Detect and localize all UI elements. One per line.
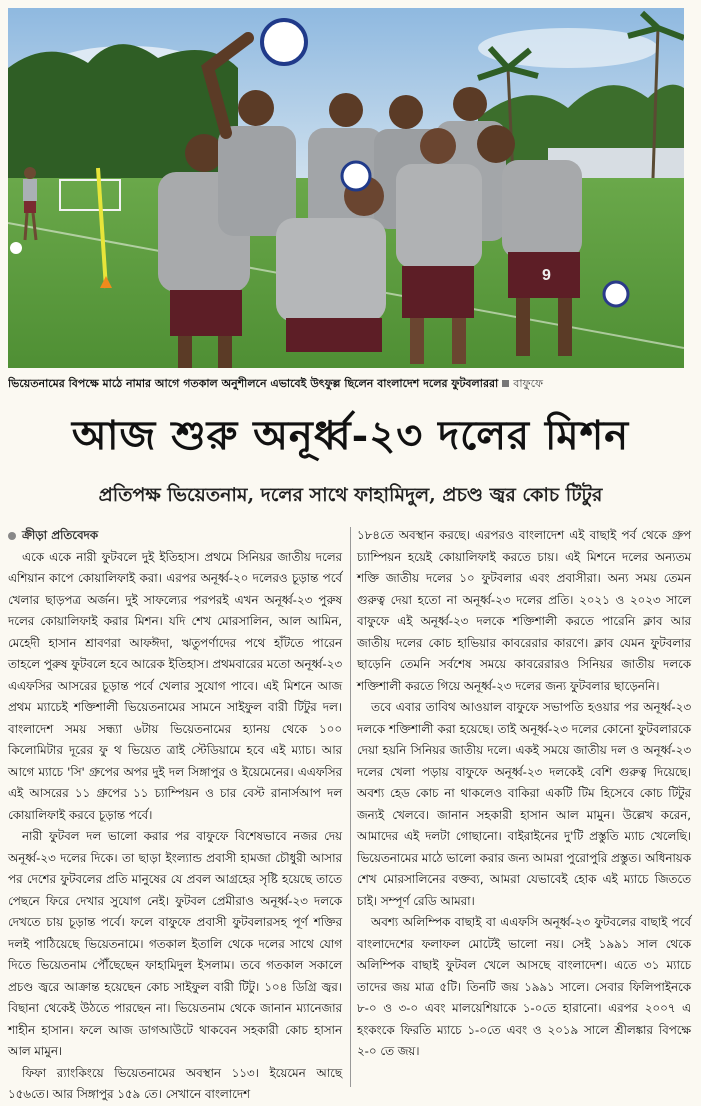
paragraph: ফিফা র‍্যাংকিংয়ে ভিয়েতনামের অবস্থান ১১৩। ইয়েমেন আছে ১৫৬তে। আর সিঙ্গাপুর ১৫৯ তে। সেখানে বাংলাদেশ	[8, 1065, 342, 1101]
photo-credit: বাফুফে	[513, 377, 544, 390]
caption-text: ভিয়েতনামের বিপক্ষে মাঠে নামার আগে গতকাল অনুশীলনে এভাবেই উৎফুল্ল ছিলেন বাংলাদেশ দলের ফুটবলাররা	[8, 377, 499, 390]
team-practice-photo	[8, 8, 684, 368]
byline	[8, 525, 342, 547]
article-right-column	[357, 525, 691, 1063]
byline-text: ক্রীড়া প্রতিবেদক	[22, 528, 98, 542]
subheadline: প্রতিপক্ষ ভিয়েতনাম, দলের সাথে ফাহামিদুল, প্রচণ্ড জ্বর কোচ টিটুর	[98, 484, 603, 506]
separator-square	[502, 380, 509, 387]
paragraph: তবে এবার তাবিথ আওয়াল বাফুফে সভাপতি হওয়ার পর অনূর্ধ্ব-২৩ দলকে শক্তিশালী করা হয়েছে। তাই অনূর্ধ্ব-২৩ দলের কোনো ফুটবলারকে দেয়া হয়নি সিনিয়র জাতীয় দলে। একই সময়ে জাতীয় দল ও অনূর্ধ্ব-২৩ দলের খেলা পড়ায় বাফুফে অনূর্ধ্ব-২৩ দলকেই বেশি গুরুত্ব দিয়েছে। অবশ্য হেড কোচ না থাকলেও বাকিরা একটি টিম হিসেবে কোচ টিটুর জন্যই খেলবে। জানান সহকারী হাসান আল মামুন। উল্লেখ করেন, আমাদের এই দলটা গোছানো। বাইরাইনের দু'টি প্রস্তুতি ম্যাচ খেলেছি। ভিয়েতনামের মাঠে ভালো করার জন্য আমরা পুরোপুরি প্রস্তুত। অধিনায়ক শেখ মোরসালিনের বক্তব্য, আমরা যেভাবেই হোক এই ম্যাচে জিততে চাই। সম্পূর্ণ রেডি আমরা।	[357, 700, 691, 908]
photo-caption	[8, 372, 688, 396]
column-divider	[350, 527, 351, 1087]
headline: আজ শুরু অনূর্ধ্ব-২৩ দলের মিশন	[71, 412, 630, 459]
paragraph: নারী ফুটবল দল ভালো করার পর বাফুফে বিশেষভাবে নজর দেয় অনূর্ধ্ব-২৩ দলের দিকে। তা ছাড়া ইংল্যান্ড প্রবাসী হামজা চৌধুরী আসার পর দেশের ফুটবলের প্রতি মানুষের যে প্রবল আগ্রহের সৃষ্টি হয়েছে তাতে পেছনে ফিরে দেখার সুযোগ নেই। ফুটবল প্রেমীরাও অনূর্ধ্ব-২৩ দলকে দেখতে চায় চূড়ান্ত পর্বে। ফলে বাফুফে প্রবাসী ফুটবলারসহ পূর্ণ শক্তির দলই পাঠিয়েছে ভিয়েতনামে। গতকাল ইতালি থেকে দলের সাথে যোগ দিতে ভিয়েতনাম পৌঁছেছেন ফাহামিদুল ইসলাম। তবে গতকাল সকালে প্রচণ্ড জ্বরে আক্রান্ত হয়েছেন কোচ সাইফুল বারী টিটু। ১০৪ ডিগ্রি জ্বর। বিছানা থেকেই উঠতে পারছেন না। ভিয়েতনাম থেকে জানান ম্যানেজার শাহীন হাসান। ফলে আজ ডাগআউটে থাকবেন সহকারী কোচ হাসান আল মামুন।	[8, 829, 342, 1058]
paragraph: একে একে নারী ফুটবলে দুই ইতিহাস। প্রথমে সিনিয়র জাতীয় দলের এশিয়ান কাপে কোয়ালিফাই করা। এরপর অনূর্ধ্ব-২০ দলেরও চূড়ান্ত পর্বে খেলার ছাড়পত্র অর্জন। দুই সাফল্যের পরপরই এখন অনূর্ধ্ব-২৩ পুরুষ দলের কোয়ালিফাই করার মিশন। যদি শেখ মোরসালিন, আল আমিন, মেহেদী হাসান শ্রাবণরা আফঈদা, ঋতুপর্ণাদের পথে হাঁটতে পারেন তাহলে পুরুষ ফুটবলে হবে আরেক ইতিহাস। প্রথমবারের মতো অনূর্ধ্ব-২৩ এএফসির আসরের চূড়ান্ত পর্বে খেলার সুযোগ পাবে। এই মিশনে আজ প্রথম ম্যাচেই শক্তিশালী ভিয়েতনামের সামনে সাইফুল বারী টিটুর দল। বাংলাদেশ সময় সন্ধ্যা ৬টায় ভিয়েতনামের হ্যানয় থেকে ১০০ কিলোমিটার দূরের ফু থ ভিয়েত ত্রাই স্টেডিয়ামে হবে এই ম্যাচ। আর আগে ম্যাচে 'সি' গ্রুপের অপর দুই দল সিঙ্গাপুর ও ইয়েমেনের। এএফসির এই আসরের ১১ গ্রুপের ১১ চ্যাম্পিয়ন ও চার বেস্ট রানার্সআপ দল কোয়ালিফাই করবে চূড়ান্ত পর্বে।	[8, 549, 342, 822]
bullet-icon	[8, 532, 16, 540]
paragraph: ১৮৪তে অবস্থান করছে। এরপরও বাংলাদেশ এই বাছাই পর্ব থেকে গ্রুপ চ্যাম্পিয়ন হয়েই কোয়ালিফাই করতে চায়। এই মিশনে দলের অন্যতম শক্তি জাতীয় দলের ১০ ফুটবলার এবং প্রবাসীরা। অন্য সময় তেমন গুরুত্ব দেয়া হতো না অনূর্ধ্ব-২৩ দলের প্রতি। ২০২১ ও ২০২৩ সালে বাফুফে এই অনূর্ধ্ব-২৩ দলকে শক্তিশালী করতে পারেনি ক্লাব আর জাতীয় দলের কোচ হাভিয়ার কাবরেরার কারণে। ক্লাব যেমন ফুটবলার ছাড়েনি তেমনি সর্বশেষ সময়ে কাবরেরারও সিনিয়র জাতীয় দলকে শক্তিশালী করতে গিয়ে অনূর্ধ্ব-২৩ দলের জন্য ফুটবলার ছাড়েননি।	[357, 528, 691, 693]
paragraph: অবশ্য অলিম্পিক বাছাই বা এএফসি অনূর্ধ্ব-২৩ ফুটবলের বাছাই পর্বে বাংলাদেশের ফলাফল মোটেই ভালো নয়। সেই ১৯৯১ সাল থেকে অলিম্পিক বাছাই ফুটবল খেলে আসছে বাংলাদেশ। এতে ৩১ ম্যাচে তাদের জয় মাত্র ৫টি। তিনটি জয় ১৯৯১ সালে। সেবার ফিলিপাইনকে ৮-০ ও ৩-০ এবং মালয়েশিয়াকে ১-০তে হারানো। এরপর ২০০৭ এ হংকংকে ফিরতি ম্যাচে ১-০তে এবং ও ২০১৯ সালে শ্রীলঙ্কার বিপক্ষে ২-০ তে জয়।	[357, 915, 691, 1058]
jersey-number: 9	[542, 267, 551, 284]
article-left-column	[8, 525, 342, 1106]
